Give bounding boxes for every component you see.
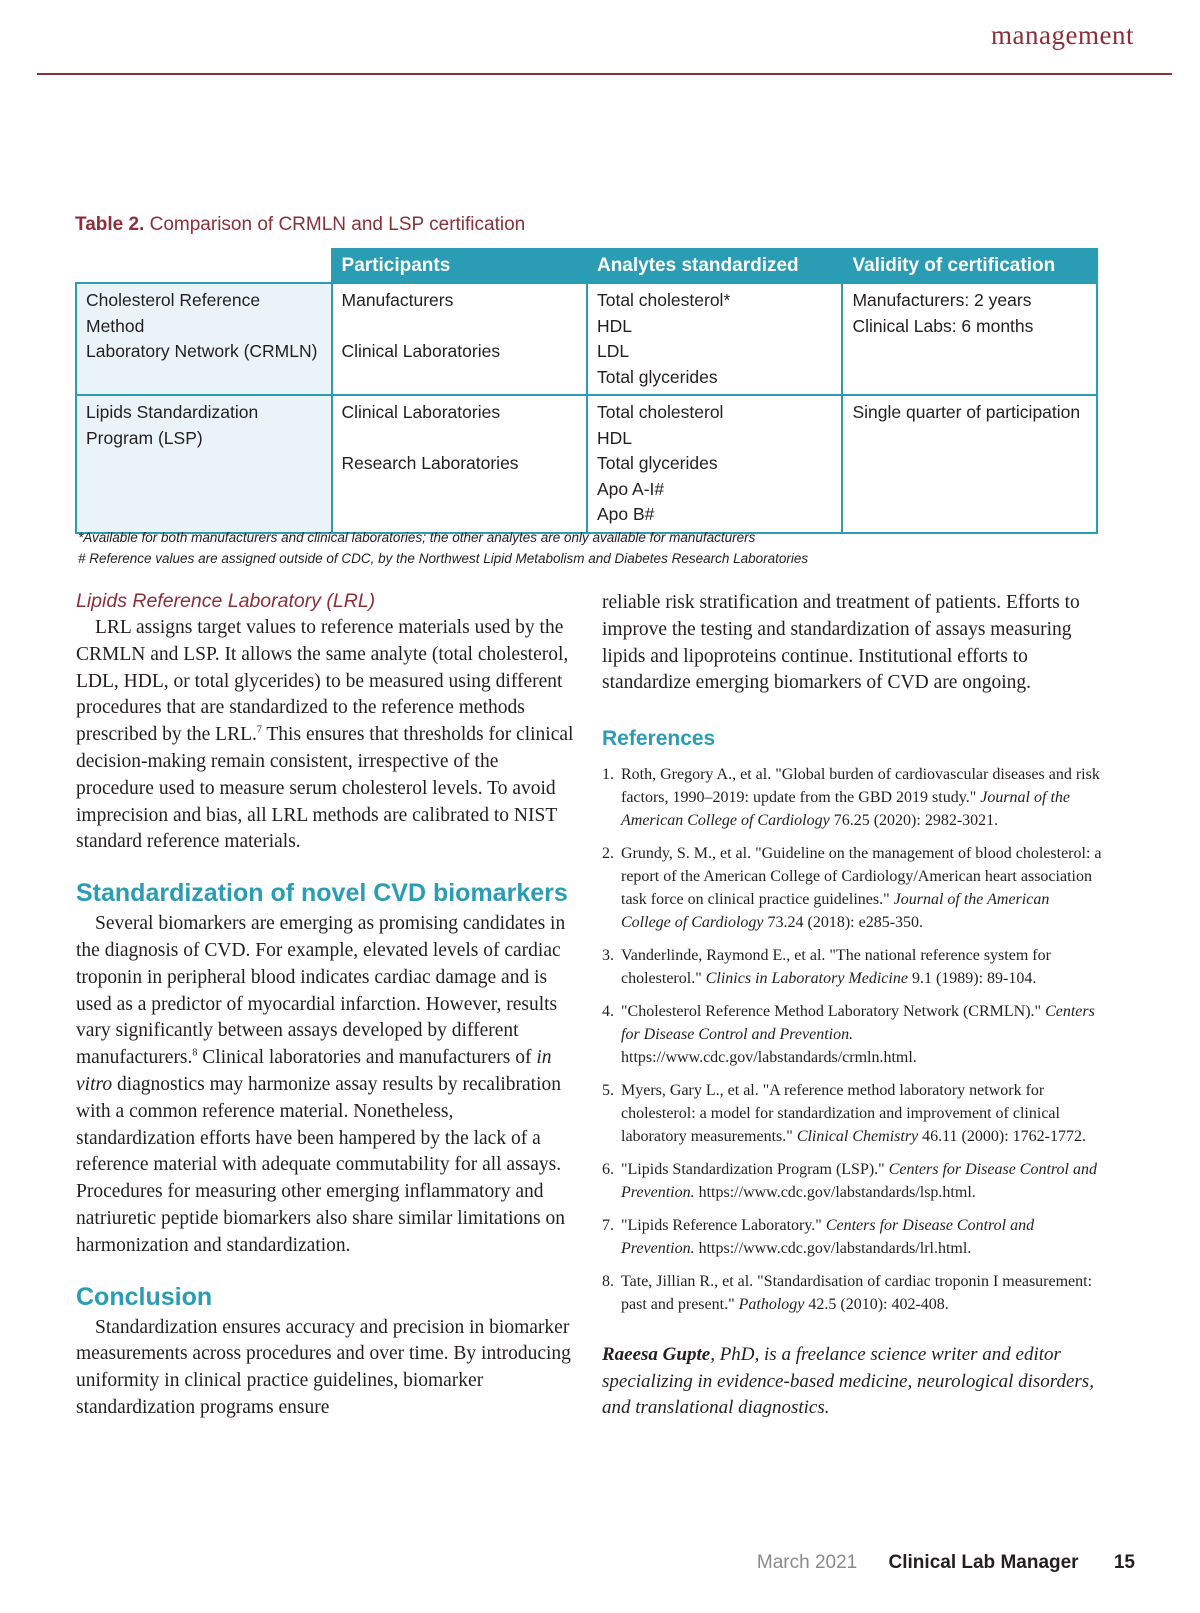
text-run: Roth, Gregory A., et al. "Global burden of cardiovascular diseases and risk factors, 1990–2019: update from the GBD 2019 study.": [621, 766, 1100, 807]
citation-ref: 7: [256, 724, 262, 736]
issue-date: March 2021: [756, 1552, 858, 1573]
journal-title: Pathology: [738, 1296, 805, 1314]
lrl-paragraph: [76, 615, 576, 856]
reference-item: [602, 1270, 1102, 1316]
reference-item: [602, 842, 1102, 934]
right-column: [602, 590, 1102, 1422]
text-run: diagnostics may harmonize assay results by recalibration with a common reference material. Nonetheless, standardization efforts have been hampered by the lack of a reference material with adequate commutability for all assays. Procedures for measuring other emerging inflammatory and natriuretic peptide biomarkers also share similar limitations on harmonization and standardization.: [76, 1073, 565, 1256]
cell-line: Total cholesterol*: [596, 290, 731, 310]
text-run: 9.1 (1989): 89-104.: [907, 970, 1037, 988]
comparison-table: [75, 248, 1098, 534]
conclusion-heading: Conclusion: [76, 1282, 213, 1311]
journal-title: Centers for Disease Control and Prevention.: [621, 1161, 1097, 1202]
reference-item: [602, 1158, 1102, 1204]
reference-number: 2.: [602, 845, 614, 863]
journal-title: Centers for Disease Control and Prevention.: [621, 1217, 1035, 1258]
cell-line: Manufacturers: [341, 290, 454, 310]
header-rule: [37, 73, 1172, 75]
table-cell-analytes: [587, 283, 843, 395]
text-run: https://www.cdc.gov/labstandards/lsp.html.: [694, 1184, 976, 1202]
text-run: "Cholesterol Reference Method Laboratory Network (CRMLN).": [621, 1003, 1046, 1021]
table-footnotes: [78, 527, 808, 569]
table-cell-participants: [332, 395, 587, 533]
cell-line: Apo B#: [596, 504, 655, 524]
cell-line: Total glycerides: [596, 366, 718, 387]
reference-number: 6.: [602, 1161, 614, 1179]
author-name: Raeesa Gupte: [602, 1344, 711, 1366]
novel-biomarkers-heading: Standardization of novel CVD biomarkers: [76, 879, 568, 908]
page-footer: [757, 1552, 1135, 1574]
table-caption: [75, 214, 525, 236]
journal-title: Clinical Chemistry: [796, 1128, 919, 1146]
cell-line: [342, 314, 577, 340]
cell-line: Research Laboratories: [341, 453, 519, 473]
text-run: LRL assigns target values to reference materials used by the CRMLN and LSP. It allows the same analyte (total cholesterol, LDL, HDL, or total glycerides) to be measured using different procedures that are standardized to the reference methods prescribed by the LRL.: [76, 617, 569, 746]
cell-line: Total cholesterol: [596, 402, 724, 422]
text-run: https://www.cdc.gov/labstandards/lrl.html.: [694, 1240, 972, 1258]
cell-line: [342, 426, 577, 452]
footnote: *Available for both manufacturers and clinical laboratories; the other analytes are only available for manufacturers: [78, 530, 756, 545]
conclusion-paragraph: Standardization ensures accuracy and precision in biomarker measurements across procedures and over time. By introducing uniformity in clinical practice guidelines, biomarker standardization programs ensure: [76, 1316, 571, 1418]
table-caption-text: Comparison of CRMLN and LSP certification: [149, 214, 526, 235]
journal-title: Centers for Disease Control and Prevention.: [621, 1003, 1095, 1044]
cell-line: Apo A-I#: [596, 478, 665, 499]
cell-line: Laboratory Network (CRMLN): [86, 341, 318, 361]
table-cell-program: [76, 283, 332, 395]
citation-ref: 8: [192, 1047, 198, 1059]
reference-number: 7.: [602, 1217, 614, 1235]
cell-line: Cholesterol Reference Method: [86, 290, 261, 336]
text-run: Tate, Jillian R., et al. "Standardisation of cardiac troponin I measurement: past and present.": [621, 1273, 1093, 1314]
cell-line: Program (LSP): [86, 427, 203, 448]
novel-biomarkers-paragraph: [76, 911, 576, 1259]
reference-number: 1.: [602, 766, 614, 784]
table-cell-program: [76, 395, 332, 533]
text-run: "Lipids Standardization Program (LSP).": [621, 1161, 889, 1179]
reference-item: [602, 1000, 1102, 1069]
cell-line: Clinical Laboratories: [341, 341, 501, 361]
table-caption-label: Table 2.: [75, 214, 145, 235]
footnote: # Reference values are assigned outside of CDC, by the Northwest Lipid Metabolism and Diabetes Research Laboratories: [78, 551, 809, 566]
publication-name: Clinical Lab Manager: [888, 1552, 1079, 1573]
cell-line: Total glycerides: [596, 453, 718, 473]
text-run: Grundy, S. M., et al. "Guideline on the management of blood cholesterol: a report of the American College of Cardiology/American heart association task force on clinical practice guidelines.": [621, 845, 1102, 909]
reference-number: 3.: [602, 947, 614, 965]
text-run: Several biomarkers are emerging as promising candidates in the diagnosis of CVD. For example, elevated levels of cardiac troponin in peripheral blood indicates cardiac damage and is used as a predictor of myocardial infarction. However, results vary significantly between assays developed by different manufacturers.: [76, 913, 566, 1069]
text-run: 42.5 (2010): 402-408.: [804, 1296, 949, 1314]
reference-number: 4.: [602, 1003, 614, 1021]
table-row: [76, 395, 1097, 533]
section-title: management: [991, 20, 1134, 50]
cell-line: Clinical Labs: 6 months: [852, 315, 1034, 336]
text-run: Myers, Gary L., et al. "A reference method laboratory network for cholesterol: a model for standardization and improvement of clinical laboratory measurements.": [621, 1082, 1060, 1146]
cell-line: HDL: [596, 315, 632, 336]
table-header-analytes: Analytes standardized: [587, 249, 843, 283]
page-number: 15: [1113, 1552, 1135, 1573]
table-row: [76, 283, 1097, 395]
cell-line: Manufacturers: 2 years: [852, 290, 1032, 310]
text-run: 73.24 (2018): e285-350.: [763, 914, 924, 932]
reference-number: 5.: [602, 1082, 614, 1100]
table-cell-validity: [842, 283, 1097, 395]
author-bio-text: , PhD, is a freelance science writer and editor specializing in evidence-based medicine, neurological disorders, and translational diagnostics.: [602, 1344, 1094, 1419]
reference-item: [602, 944, 1102, 990]
table-cell-analytes: [587, 395, 843, 533]
text-run: https://www.cdc.gov/labstandards/crmln.html.: [621, 1049, 917, 1067]
cell-line: LDL: [596, 341, 630, 361]
reference-item: [602, 763, 1102, 832]
lrl-heading: Lipids Reference Laboratory (LRL): [76, 590, 376, 612]
left-column: [76, 590, 576, 1422]
table-cell-validity: [842, 395, 1097, 533]
table-cell-participants: [332, 283, 587, 395]
cell-line: Clinical Laboratories: [341, 402, 501, 422]
table-header-participants: Participants: [332, 249, 587, 283]
reference-item: [602, 1079, 1102, 1148]
text-run: 46.11 (2000): 1762-1772.: [918, 1128, 1086, 1146]
journal-title: Clinics in Laboratory Medicine: [705, 970, 908, 988]
cell-line: Lipids Standardization: [86, 402, 259, 422]
table-header-row: [76, 249, 1097, 283]
table-header-blank: [76, 249, 332, 283]
journal-title: Journal of the American College of Cardiology: [621, 789, 1070, 830]
text-run: Vanderlinde, Raymond E., et al. "The national reference system for cholesterol.": [621, 947, 1051, 988]
text-run: "Lipids Reference Laboratory.": [621, 1217, 826, 1235]
text-run-italic: in vitro: [76, 1047, 552, 1095]
text-run: Clinical laboratories and manufacturers of: [197, 1047, 537, 1069]
text-run: 76.25 (2020): 2982-3021.: [829, 812, 999, 830]
reference-list: [602, 763, 1102, 1316]
cell-line: Single quarter of participation: [852, 402, 1081, 422]
cell-line: HDL: [596, 427, 632, 448]
text-run: This ensures that thresholds for clinical decision-making remain consistent, irrespective of the procedure used to measure serum cholesterol levels. To avoid imprecision and bias, all LRL methods are calibrated to NIST standard reference materials.: [76, 724, 574, 853]
references-heading: References: [602, 727, 716, 751]
reference-item: [602, 1214, 1102, 1260]
journal-title: Journal of the American College of Cardiology: [621, 891, 1050, 932]
reference-number: 8.: [602, 1273, 614, 1291]
author-bio: [602, 1342, 1102, 1422]
continued-paragraph: reliable risk stratification and treatment of patients. Efforts to improve the testing and standardization of assays measuring lipids and lipoproteins continue. Institutional efforts to standardize emerging biomarkers of CVD are ongoing.: [602, 592, 1080, 694]
table-header-validity: Validity of certification: [842, 249, 1097, 283]
